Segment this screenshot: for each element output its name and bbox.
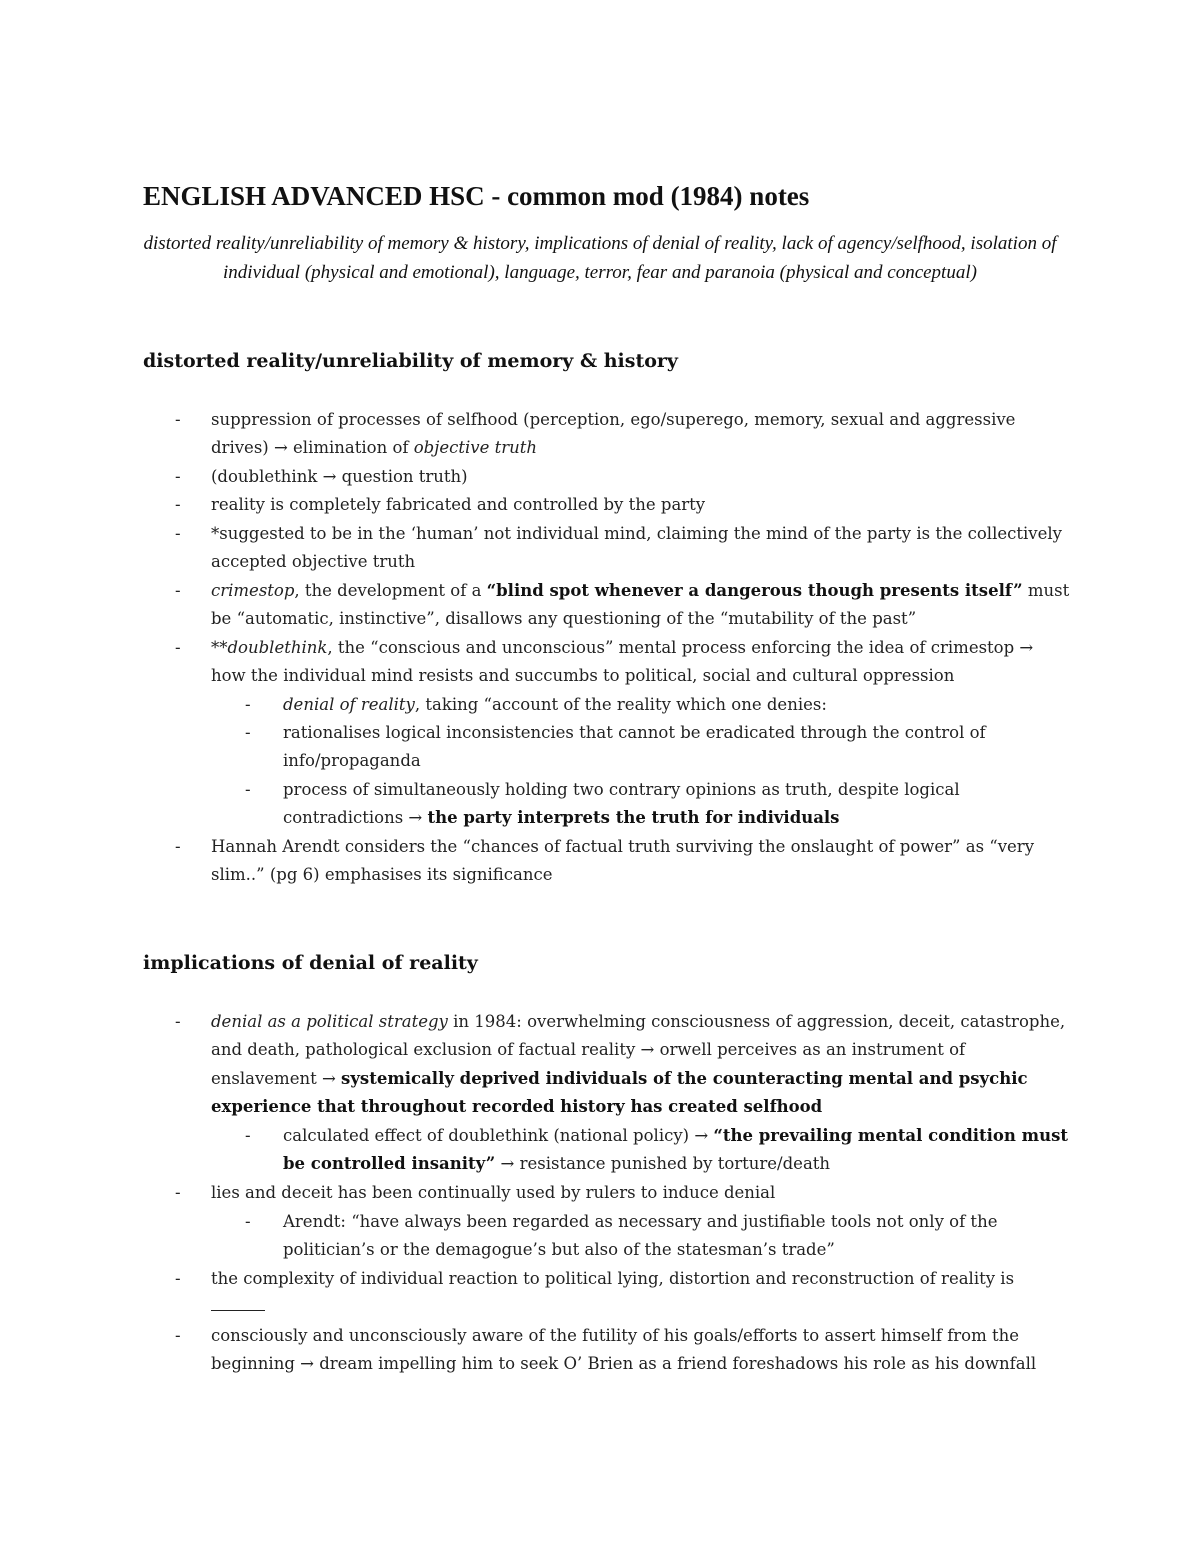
bullet-dash: - [175,467,181,486]
bullet-dash: - [245,695,251,714]
sub-list-item: Arendt: “have always been regarded as necessary and justifiable tools not only of the politician’s or the demagogue’s but also of the statesman’s trade” [283,1212,998,1260]
sub-list-item: denial of reality, taking “account of the reality which one denies: [283,695,827,714]
bullet-dash: - [245,723,251,742]
bullet-dash: - [175,410,181,429]
list-item: crimestop, the development of a “blind spot whenever a dangerous though presents itself” must be “automatic, instinctive”, disallows any questioning of the “mutability of the past” [211,581,1070,629]
list-item: lies and deceit has been continually used by rulers to induce denial [211,1183,776,1202]
bullet-dash: - [175,1269,181,1288]
bullet-dash: - [175,1012,181,1031]
list-item: the complexity of individual reaction to political lying, distortion and reconstruction of reality is [211,1269,1015,1288]
list-item: (doublethink → question truth) [211,467,468,486]
bullet-dash: - [245,780,251,799]
sub-list-item: process of simultaneously holding two contrary opinions as truth, despite logical contradictions → the party interprets the truth for individuals [283,780,960,828]
page-title: ENGLISH ADVANCED HSC - common mod (1984) notes [143,181,810,211]
list-item: **doublethink, the “conscious and unconscious” mental process enforcing the idea of crimestop → how the individual mind resists and succumbs to political, social and cultural oppression [211,638,1034,686]
list-item: reality is completely fabricated and controlled by the party [211,495,706,514]
bullet-dash: - [175,1326,181,1345]
list-item: consciously and unconsciously aware of the futility of his goals/efforts to assert himself from the beginning → dream impelling him to seek O’ Brien as a friend foreshadows his role as his downfall [211,1326,1037,1374]
blank-fill-line [211,1310,265,1311]
bullet-dash: - [175,1183,181,1202]
bullet-dash: - [175,837,181,856]
list-item: Hannah Arendt considers the “chances of factual truth surviving the onslaught of power” as “very slim..” (pg 6) emphasises its significance [211,837,1035,885]
bullet-dash: - [245,1212,251,1231]
bullet-dash: - [175,495,181,514]
bullet-dash: - [175,581,181,600]
bullet-dash: - [245,1126,251,1145]
sub-list-item: rationalises logical inconsistencies that cannot be eradicated through the control of info/propaganda [283,723,986,771]
list-item: denial as a political strategy in 1984: overwhelming consciousness of aggression, deceit, catastrophe, and death, pathological exclusion of factual reality → orwell perceives as an instrument of enslavement → systemically deprived individuals of the counteracting mental and psychic experience that throughout recorded history has created selfhood [211,1012,1066,1117]
section-heading-distorted-reality: distorted reality/unreliability of memory & history [143,350,678,372]
list-item: suppression of processes of selfhood (perception, ego/superego, memory, sexual and aggressive drives) → elimination of objective truth [211,410,1016,458]
sub-list-item: calculated effect of doublethink (national policy) → “the prevailing mental condition must be controlled insanity” → resistance punished by torture/death [283,1126,1068,1174]
subtitle: distorted reality/unreliability of memory & history, implications of denial of reality, lack of agency/selfhood, isolation of individual (physical and emotional), language, terror, fear and paranoia (physical and conceptual) [143,233,1057,283]
list-item: *suggested to be in the ‘human’ not individual mind, claiming the mind of the party is the collectively accepted objective truth [211,524,1062,572]
section-heading-implications: implications of denial of reality [143,952,478,974]
bullet-dash: - [175,638,181,657]
bullet-dash: - [175,524,181,543]
